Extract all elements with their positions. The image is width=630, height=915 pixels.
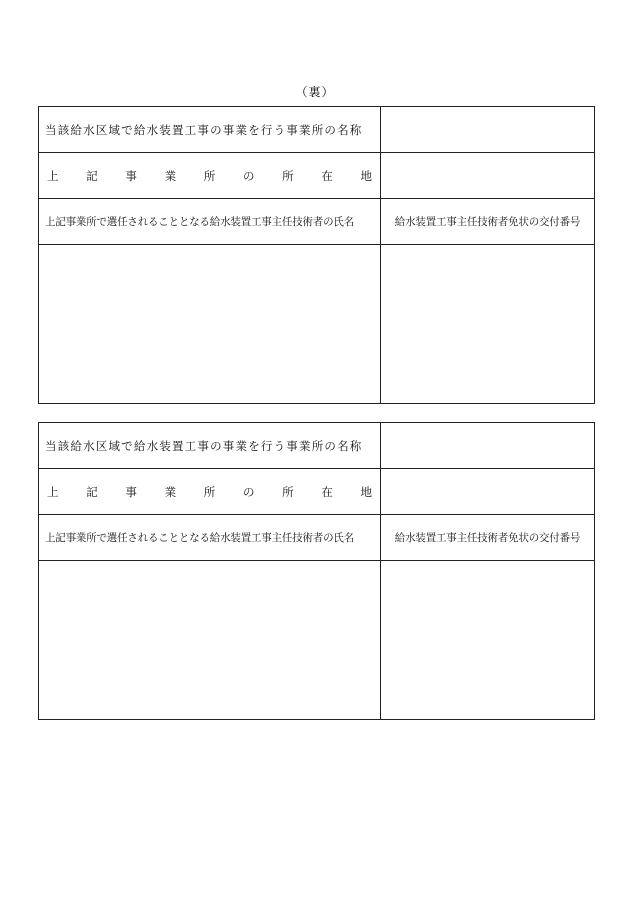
location-char: 業 (164, 484, 177, 499)
location-char: 在 (321, 168, 333, 183)
office-name-label (39, 423, 381, 469)
office-name-label-text: 当該給水区域で給水装置工事の事業を行う事業所の名称 (45, 122, 363, 137)
location-char: 業 (164, 168, 177, 183)
location-char: 地 (360, 168, 372, 183)
location-char: 記 (86, 168, 98, 183)
engineer-name-header (39, 515, 381, 561)
office-location-label (39, 153, 381, 199)
engineer-name-header-text: 上記事業所で選任されることとなる給水装置工事主任技術者の氏名 (45, 216, 354, 228)
office-name-field[interactable] (381, 423, 595, 469)
engineer-name-field[interactable] (39, 561, 381, 720)
license-number-field[interactable] (381, 245, 595, 404)
location-char: 所 (203, 484, 216, 499)
page-mark: （裏） (295, 85, 335, 99)
location-char: 上 (47, 484, 59, 499)
location-char: 事 (125, 484, 137, 499)
license-number-header-text: 給水装置工事主任技術者免状の交付番号 (394, 216, 581, 228)
location-char: 所 (282, 168, 294, 183)
office-name-label-text: 当該給水区域で給水装置工事の事業を行う事業所の名称 (45, 438, 363, 453)
license-number-header (381, 199, 595, 245)
license-number-field[interactable] (381, 561, 595, 720)
location-char: 事 (125, 168, 137, 183)
office-location-label-text (45, 484, 374, 500)
office-location-field[interactable] (381, 469, 595, 515)
license-number-header (381, 515, 595, 561)
location-char: 所 (203, 168, 216, 183)
office-name-field[interactable] (381, 107, 595, 153)
license-number-header-text: 給水装置工事主任技術者免状の交付番号 (394, 532, 581, 544)
engineer-name-header-text: 上記事業所で選任されることとなる給水装置工事主任技術者の氏名 (45, 532, 354, 544)
location-char: 在 (321, 484, 333, 499)
engineer-name-field[interactable] (39, 245, 381, 404)
location-char: 記 (86, 484, 98, 499)
location-char: の (242, 168, 255, 183)
office-location-label-text (45, 168, 374, 184)
form-block-1 (38, 106, 595, 404)
office-location-field[interactable] (381, 153, 595, 199)
engineer-name-header (39, 199, 381, 245)
office-name-label (39, 107, 381, 153)
office-location-label (39, 469, 381, 515)
location-char: 地 (360, 484, 372, 499)
location-char: の (242, 484, 255, 499)
location-char: 所 (282, 484, 294, 499)
form-block-2 (38, 422, 595, 720)
location-char: 上 (47, 168, 59, 183)
